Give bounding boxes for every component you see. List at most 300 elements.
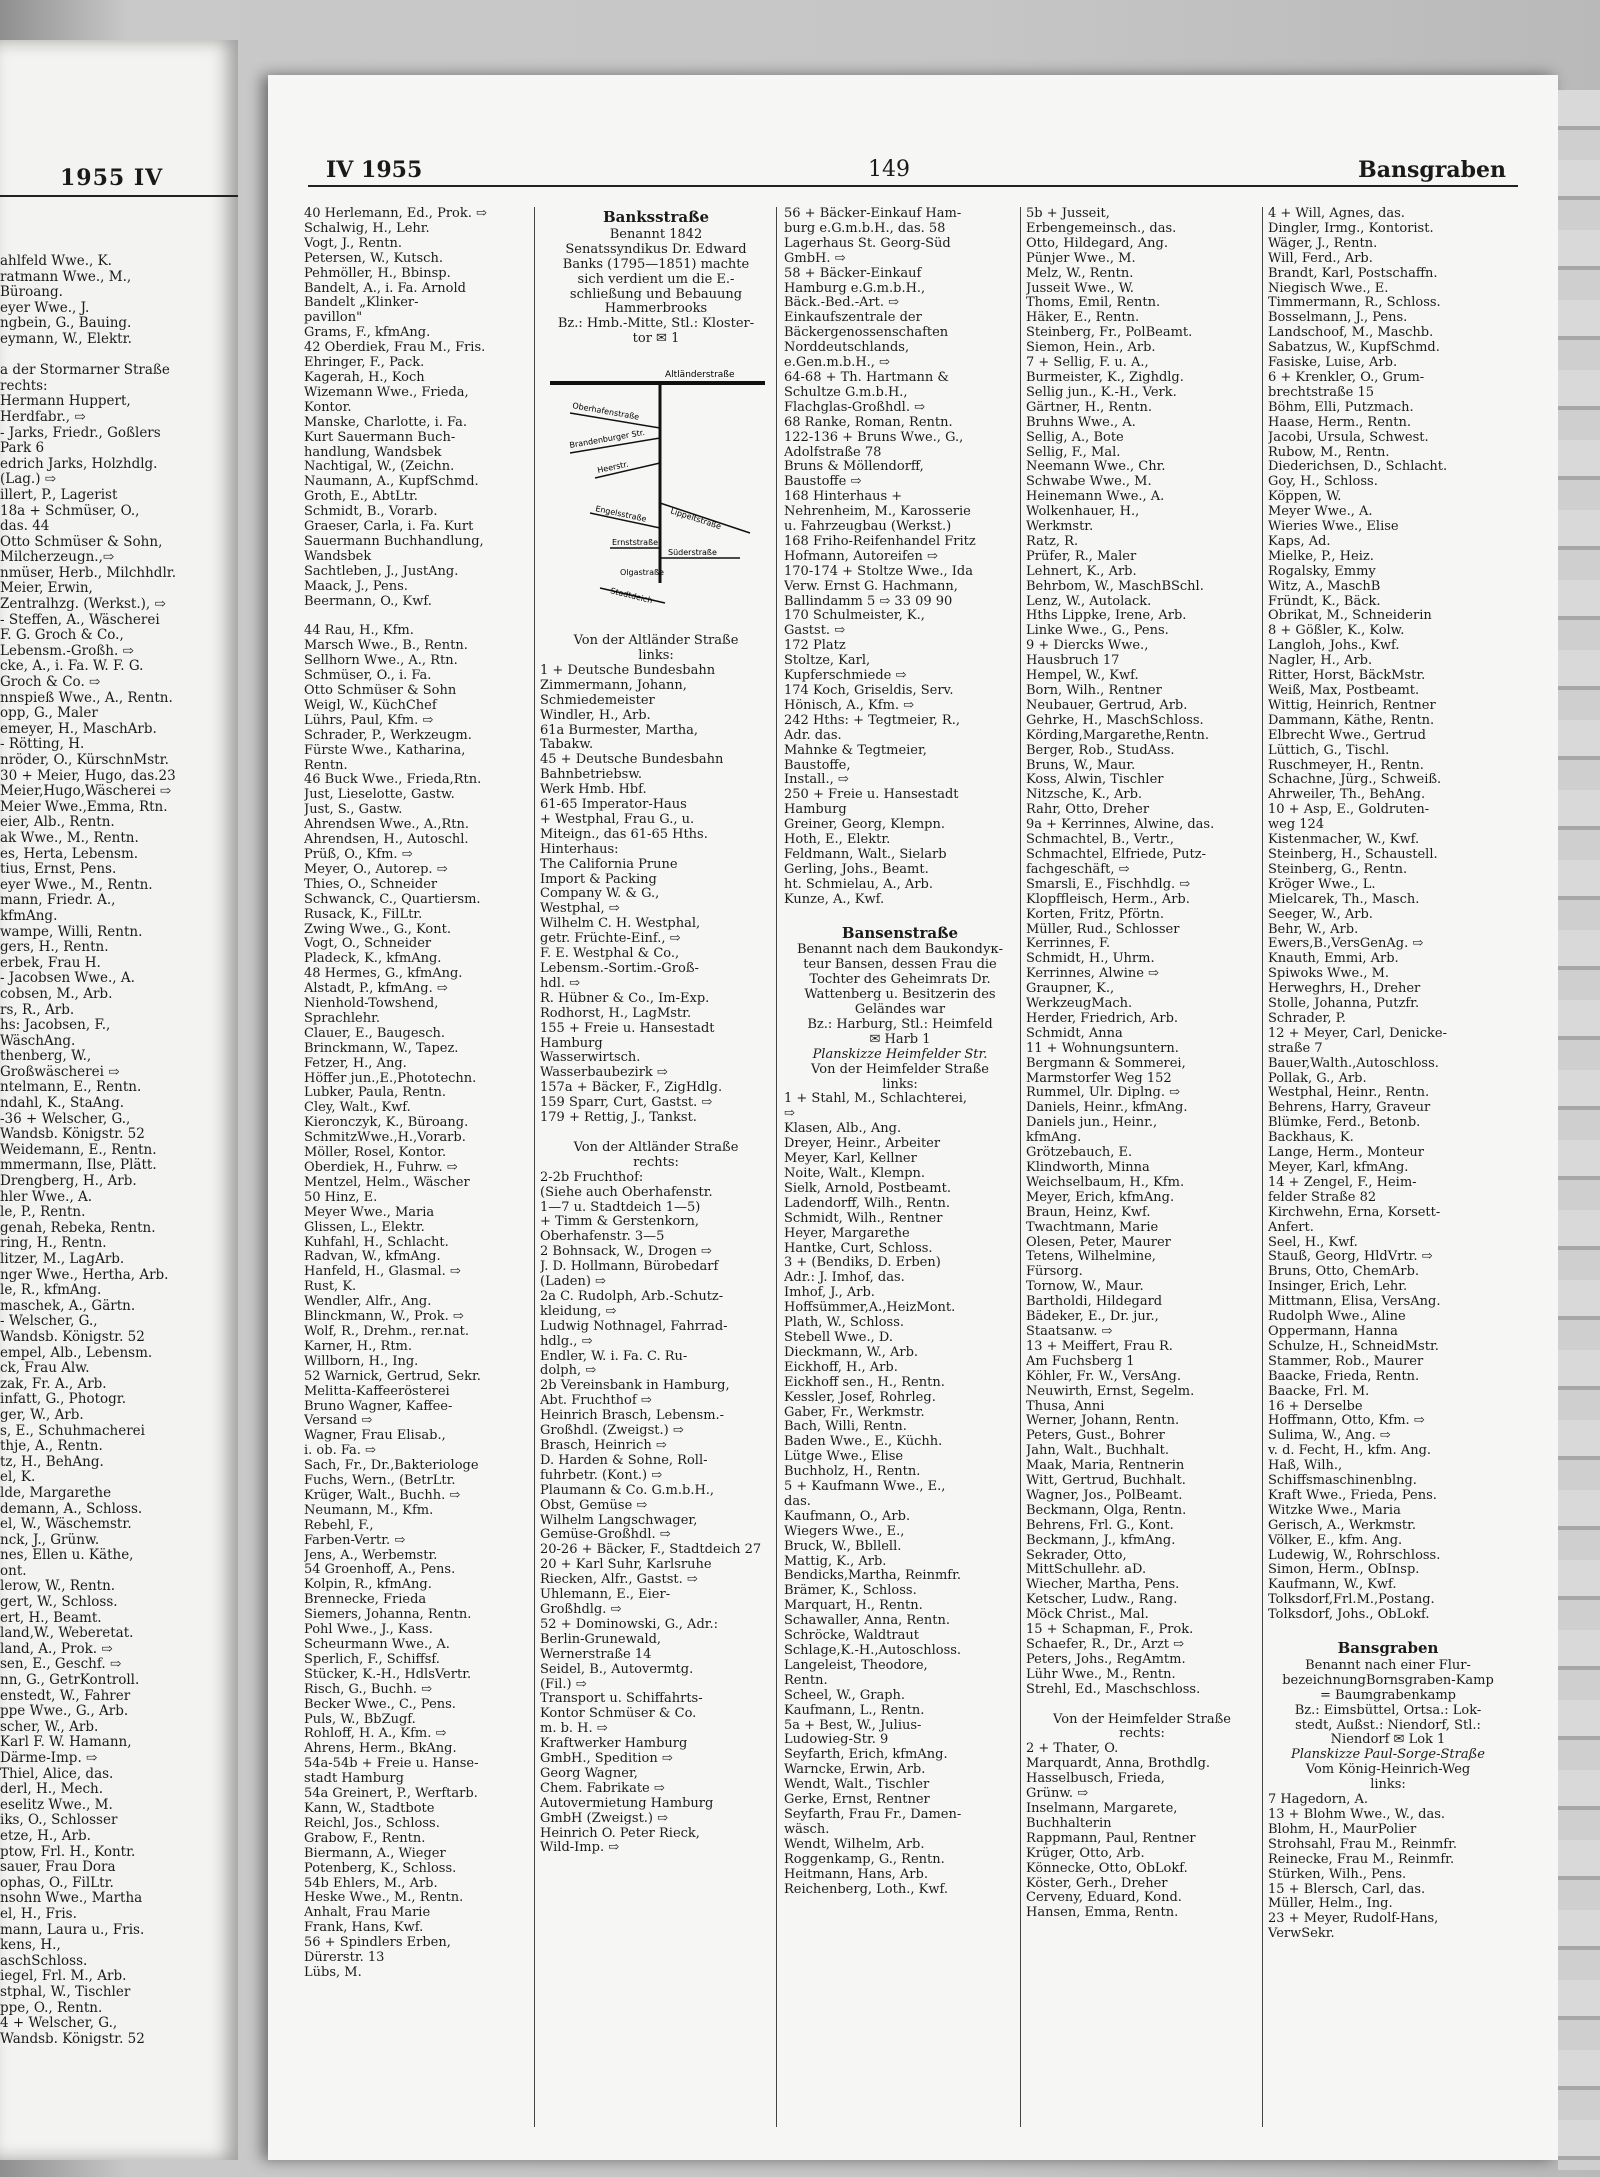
- street-entries: [540, 634, 772, 1856]
- directory-entry: = Baumgrabenkamp: [1320, 1688, 1456, 1703]
- directory-entry: Pladeck, K., kfmAng.: [304, 952, 442, 967]
- directory-entry: Schrader, P., Werkzeugm.: [304, 728, 472, 743]
- column-3: [784, 207, 1016, 2127]
- directory-entry: 4 + Will, Agnes, das.: [1268, 207, 1405, 221]
- directory-entry: [1026, 1698, 1258, 1713]
- directory-entry: Wittig, Heinrich, Rentner: [1268, 698, 1436, 713]
- directory-entry: 58 + Bäcker-Einkauf: [784, 266, 922, 281]
- directory-entry: Sabatzus, W., KupfSchmd.: [1268, 341, 1440, 356]
- directory-entry: Schrader, P.: [1268, 1011, 1346, 1026]
- directory-entry: Feldmann, Walt., Sielarb: [784, 847, 947, 862]
- directory-entry: Planskizze Paul-Sorge-Straße: [1291, 1748, 1485, 1763]
- directory-entry: Siemers, Johanna, Rentn.: [304, 1608, 472, 1623]
- directory-entry: Hths Lippke, Irene, Arb.: [1026, 609, 1187, 624]
- directory-entry: Buchhalterin: [1026, 1816, 1112, 1831]
- directory-entry: 48 Hermes, G., kfmAng.: [304, 967, 463, 982]
- directory-entry: Meier, Erwin,: [0, 581, 93, 597]
- directory-entry: emeyer, H., MaschArb.: [0, 721, 157, 737]
- directory-entry: Schmachtel, B., Vertr.,: [1026, 833, 1174, 848]
- directory-entry: Vogt, O., Schneider: [304, 937, 432, 952]
- directory-entry: lerow, W., Rentn.: [0, 1579, 116, 1595]
- directory-entry: Zentralhzg. (Werkst.), ⇨: [0, 597, 166, 613]
- directory-entry: Grünw. ⇨: [1026, 1787, 1089, 1802]
- directory-entry: felder Straße 82: [1268, 1190, 1377, 1205]
- directory-entry: mann, Friedr. A.,: [0, 893, 116, 909]
- directory-entry: Gärtner, H., Rentn.: [1026, 400, 1153, 415]
- directory-entry: Mahnke & Tegtmeier,: [784, 743, 927, 758]
- directory-entry: Brasch, Heinrich ⇨: [540, 1439, 667, 1453]
- directory-entry: 42 Oberdiek, Frau M., Fris.: [304, 341, 486, 356]
- directory-entry: Transport u. Schiffahrts-: [540, 1692, 703, 1707]
- directory-entry: MittSchullehr. aD.: [1026, 1563, 1147, 1578]
- directory-entry: Georg Wagner,: [540, 1766, 638, 1781]
- directory-entry: Brinckmann, W., Tapez.: [304, 1041, 459, 1056]
- directory-entry: 15 + Blersch, Carl, das.: [1268, 1882, 1426, 1897]
- directory-entry: Rummel, Ulr. Diplng. ⇨: [1026, 1086, 1181, 1101]
- directory-entry: rechts:: [1119, 1727, 1165, 1742]
- directory-entry: Kagerah, H., Koch: [304, 370, 425, 385]
- directory-entry: Lühr Wwe., M., Rentn.: [1026, 1667, 1176, 1682]
- directory-entry: le, R., kfmAng.: [0, 1283, 102, 1299]
- directory-entry: ngbein, G., Bauing.: [0, 316, 132, 332]
- directory-entry: Wasserwirtsch.: [540, 1051, 641, 1066]
- directory-entry: Hoffsümmer,A.,HeizMont.: [784, 1301, 956, 1316]
- directory-entry: Puls, W., BbZugf.: [304, 1712, 416, 1727]
- directory-entry: Timmermann, R., Schloss.: [1268, 296, 1441, 311]
- directory-entry: Flachglas-Großhdl. ⇨: [784, 400, 925, 415]
- directory-entry: Bz.: Eimsbüttel, Ortsa.: Lok-: [1294, 1703, 1482, 1718]
- directory-entry: Prüß, O., Kfm. ⇨: [304, 847, 413, 862]
- directory-entry: tor ✉ 1: [632, 332, 680, 347]
- directory-entry: Otto Schmüser & Sohn,: [0, 534, 163, 550]
- directory-entry: Höffer jun.,E.,Phototechn.: [304, 1071, 477, 1086]
- directory-entry: Nitzsche, K., Arb.: [1026, 788, 1143, 803]
- directory-entry: Häker, E., Rentn.: [1026, 311, 1140, 326]
- directory-entry: Bruns, Otto, ChemArb.: [1268, 1265, 1420, 1280]
- directory-entry: Schwanck, C., Quartiersm.: [304, 892, 481, 907]
- directory-entry: Baustoffe ⇨: [784, 475, 862, 490]
- directory-entry: eier, Alb., Rentn.: [0, 815, 115, 831]
- directory-entry: pavillon": [304, 311, 363, 326]
- directory-entry: Reichl, Jos., Schloss.: [304, 1816, 440, 1831]
- directory-entry: Behr, W., Arb.: [1268, 922, 1359, 937]
- directory-entry: Sulima, W., Ang. ⇨: [1268, 1429, 1391, 1444]
- directory-entry: 40 Herlemann, Ed., Prok. ⇨: [304, 207, 487, 221]
- directory-entry: Büroang.: [0, 285, 63, 301]
- directory-entry: Grötzebauch, E.: [1026, 1146, 1133, 1161]
- column-divider: [1262, 207, 1263, 2127]
- directory-entry: Will, Ferd., Arb.: [1268, 251, 1373, 266]
- directory-entry: tz, H., BehAng.: [0, 1454, 104, 1470]
- directory-entry: Park 6: [0, 441, 45, 457]
- directory-entry: cke, A., i. Fa. W. F. G.: [0, 659, 144, 675]
- directory-entry: Schmidt, Wilh., Rentner: [784, 1211, 943, 1226]
- directory-entry: Jacobi, Ursula, Schwest.: [1268, 430, 1429, 445]
- directory-entry: Seeger, W., Arb.: [1268, 907, 1373, 922]
- sketch-label: Heerstr.: [596, 459, 630, 476]
- directory-entry: Bruns & Möllendorff,: [784, 460, 924, 475]
- directory-entry: Sach, Fr., Dr.,Bakteriologe: [304, 1459, 479, 1474]
- directory-entry: SchmitzWwe.,H.,Vorarb.: [304, 1131, 466, 1146]
- directory-entry: Wandsbek: [304, 549, 372, 564]
- directory-entry: Prüfer, R., Maler: [1026, 549, 1137, 564]
- directory-entry: Stammer, Rob., Maurer: [1268, 1354, 1424, 1369]
- directory-entry: Scheurmann Wwe., A.: [304, 1638, 450, 1652]
- directory-entry: (Laden) ⇨: [540, 1275, 606, 1290]
- directory-entry: Ballindamm 5 ⇨ 33 09 90: [784, 594, 953, 609]
- directory-entry: tius, Ernst, Pens.: [0, 862, 117, 878]
- directory-entry: Neemann Wwe., Chr.: [1026, 460, 1166, 475]
- directory-entry: 18a + Schmüser, O.,: [0, 503, 140, 519]
- directory-entry: Wendler, Alfr., Ang.: [304, 1295, 432, 1310]
- directory-entry: 52 Warnick, Gertrud, Sekr.: [304, 1369, 481, 1384]
- directory-entry: Jens, A., Werbemstr.: [304, 1548, 438, 1563]
- directory-entry: Wilhelm Langschwager,: [540, 1513, 698, 1528]
- directory-entry: Gastst. ⇨: [784, 624, 846, 639]
- directory-entry: Müller, Helm., Ing.: [1268, 1897, 1393, 1912]
- directory-entry: + Westphal, Frau G., u.: [540, 812, 695, 827]
- directory-entry: Thoms, Emil, Rentn.: [1026, 296, 1161, 311]
- directory-entry: Sekrader, Otto,: [1026, 1548, 1127, 1563]
- directory-entry: Wäger, J., Rentn.: [1268, 236, 1378, 251]
- directory-entry: Ratz, R.: [1026, 534, 1079, 549]
- directory-entry: Goy, H., Schloss.: [1268, 475, 1378, 490]
- directory-entry: Scheel, W., Graph.: [784, 1688, 906, 1703]
- directory-entry: Marmstorfer Weg 152: [1026, 1071, 1172, 1086]
- directory-entry: nmüser, Herb., Milchhdlr.: [0, 565, 177, 581]
- directory-entry: sen, E., Geschf. ⇨: [0, 1657, 122, 1673]
- directory-entry: Fürsorg.: [1026, 1265, 1083, 1280]
- sketch-label: Brandenburger Str.: [568, 428, 646, 451]
- directory-entry: fuhrbetr. (Kont.) ⇨: [540, 1468, 663, 1483]
- directory-entry: nger Wwe., Hertha, Arb.: [0, 1267, 169, 1283]
- directory-entry: Hönisch, A., Kfm. ⇨: [784, 698, 915, 713]
- directory-entry: Sachtleben, J., JustAng.: [304, 564, 459, 579]
- directory-entry: Von der Heimfelder Straße: [1053, 1712, 1231, 1727]
- directory-entry: Am Fuchsberg 1: [1026, 1354, 1135, 1369]
- directory-entry: - Jacobsen Wwe., A.: [0, 971, 135, 987]
- directory-entry: Autovermietung Hamburg: [540, 1796, 714, 1811]
- directory-entry: Abt. Fruchthof ⇨: [540, 1394, 652, 1409]
- directory-entry: Ahrendsen Wwe., A.,Rtn.: [304, 818, 469, 833]
- directory-entry: Adr.: J. Imhof, das.: [784, 1271, 905, 1286]
- column-2: [540, 207, 772, 2127]
- directory-entry: handlung, Wandsbek: [304, 445, 442, 460]
- directory-entry: Blümke, Ferd., Betonb.: [1268, 1116, 1421, 1131]
- directory-entry: Heinrich O. Peter Rieck,: [540, 1826, 700, 1841]
- directory-entry: Company W. & G.,: [540, 887, 660, 902]
- directory-entry: Neumann, M., Kfm.: [304, 1503, 434, 1518]
- directory-entry: Klopffleisch, Herm., Arb.: [1026, 892, 1190, 907]
- header-rule: [0, 195, 238, 197]
- directory-entry: hs: Jacobsen, F.,: [0, 1018, 111, 1034]
- directory-entry: Sprachlehr.: [304, 1011, 380, 1026]
- directory-entry: Kirchwehn, Erna, Korsett-: [1268, 1205, 1441, 1220]
- directory-entry: 13 + Blohm Wwe., W., das.: [1268, 1807, 1446, 1822]
- directory-entry: Schmachtel, Elfriede, Putz-: [1026, 847, 1207, 862]
- directory-entry: eyer Wwe., J.: [0, 300, 90, 316]
- directory-entry: Wizemann Wwe., Frieda,: [304, 385, 469, 400]
- directory-entry: Könnecke, Otto, ObLokf.: [1026, 1861, 1188, 1876]
- directory-entry: Werner, Johann, Rentn.: [1026, 1414, 1180, 1429]
- street-heading: Bansgraben: [1337, 1641, 1439, 1656]
- page-number: 149: [868, 157, 910, 182]
- directory-entry: Linke Wwe., G., Pens.: [1026, 624, 1169, 639]
- directory-entry: 2a C. Rudolph, Arb.-Schutz-: [540, 1289, 724, 1304]
- directory-entry: Wendt, Walt., Tischler: [784, 1778, 930, 1793]
- directory-entry: straße 7: [1268, 1041, 1323, 1056]
- directory-entry: Eickhoff, H., Arb.: [784, 1360, 898, 1375]
- directory-entry: Weidemann, E., Rentn.: [0, 1142, 157, 1158]
- directory-entry: 46 Buck Wwe., Frieda,Rtn.: [304, 773, 482, 788]
- directory-entry: Hofmann, Autoreifen ⇨: [784, 549, 938, 564]
- directory-entry: Möller, Rosel, Kontor.: [304, 1146, 447, 1161]
- directory-entry: Meyer Wwe., Maria: [304, 1205, 435, 1220]
- sketch-label: Stadtdeich: [609, 586, 654, 606]
- directory-entry: F. E. Westphal & Co.,: [540, 947, 680, 962]
- directory-entry: Langeleist, Theodore,: [784, 1658, 928, 1673]
- directory-entry: Knauth, Emmi, Arb.: [1268, 952, 1399, 967]
- right-page: [268, 75, 1558, 2160]
- directory-entry: Simon, Herm., ObInsp.: [1268, 1563, 1420, 1578]
- directory-entry: stphal, W., Tischler: [0, 1984, 131, 2000]
- directory-entry: 45 + Deutsche Bundesbahn: [540, 753, 724, 768]
- directory-entry: Thusa, Anni: [1026, 1399, 1105, 1414]
- directory-entry: Daniels, Heinr., kfmAng.: [1026, 1101, 1188, 1116]
- directory-entry: Bartholdi, Hildegard: [1026, 1295, 1163, 1310]
- directory-entry: Kaufmann, O., Arb.: [784, 1509, 911, 1524]
- directory-entry: Schultze G.m.b.H.,: [784, 385, 908, 400]
- directory-entry: - Jarks, Friedr., Goßlers: [0, 425, 161, 441]
- directory-entry: - Rötting, H.: [0, 737, 85, 753]
- directory-entry: es, Herta, Lebensm.: [0, 846, 139, 862]
- sketch-label: Oberhafenstraße: [571, 401, 640, 422]
- directory-entry: ratmann Wwe., M.,: [0, 269, 132, 285]
- directory-entry: litzer, M., LagArb.: [0, 1252, 125, 1267]
- column-4: [1026, 207, 1258, 2127]
- directory-entry: Wandsb. Königstr. 52: [0, 2031, 145, 2047]
- directory-entry: Becker Wwe., C., Pens.: [304, 1697, 456, 1712]
- directory-entry: Wattenberg u. Besitzerin des: [804, 988, 996, 1003]
- directory-entry: 179 + Rettig, J., Tankst.: [540, 1111, 697, 1126]
- directory-entry: links:: [882, 1077, 918, 1092]
- directory-entry: Strohsahl, Frau M., Reinmfr.: [1268, 1837, 1458, 1852]
- directory-entry: erbek, Frau H.: [0, 955, 101, 971]
- directory-entry: Meyer, Erich, kfmAng.: [1026, 1190, 1175, 1205]
- directory-entry: Seidel, B., Autovermtg.: [540, 1662, 694, 1677]
- directory-entry: ring, H., Rentn.: [0, 1236, 107, 1252]
- directory-entry: Weiß, Max, Postbeamt.: [1268, 684, 1420, 698]
- directory-entry: Bahnbetriebsw.: [540, 768, 643, 783]
- directory-entry: stedt, Außst.: Niendorf, Stl.:: [1295, 1718, 1481, 1733]
- directory-entry: Kerrinnes, Alwine ⇨: [1026, 967, 1159, 982]
- directory-entry: Lagerhaus St. Georg-Süd: [784, 236, 951, 251]
- directory-entry: Marquart, H., Rentn.: [784, 1599, 923, 1614]
- directory-entry: stadt Hamburg: [304, 1772, 404, 1787]
- directory-entry: Graupner, K.,: [1026, 982, 1115, 997]
- directory-entry: Kerrinnes, F.: [1026, 937, 1111, 952]
- directory-entry: Korten, Fritz, Pförtn.: [1026, 907, 1165, 922]
- directory-entry: (Lag.) ⇨: [0, 472, 57, 488]
- directory-entry: opp, G., Maler: [0, 706, 98, 722]
- directory-entry: Gehrke, H., MaschSchloss.: [1026, 713, 1204, 728]
- directory-entry: ppe Wwe., G., Arb.: [0, 1704, 129, 1720]
- directory-entry: Brandt, Karl, Postschaffn.: [1268, 266, 1438, 281]
- directory-entry: Bädeker, E., Dr. jur.,: [1026, 1310, 1159, 1325]
- header-right: Bansgraben: [1358, 157, 1506, 183]
- directory-entry: Tochter des Geheimrats Dr.: [809, 973, 991, 988]
- directory-entry: scher, W., Arb.: [0, 1719, 99, 1735]
- directory-entry: wäsch.: [784, 1822, 830, 1837]
- directory-entry: Dammann, Käthe, Rentn.: [1268, 713, 1435, 728]
- left-page-column: [0, 254, 236, 2047]
- directory-entry: VerwSekr.: [1268, 1927, 1335, 1942]
- directory-entry: Fürste Wwe., Katharina,: [304, 743, 466, 758]
- directory-entry: Lührs, Paul, Kfm. ⇨: [304, 713, 434, 728]
- sketch-label: Ernststraße: [612, 538, 659, 548]
- directory-entry: Thies, O., Schneider: [304, 877, 438, 892]
- directory-entry: Mielke, P., Heiz.: [1268, 549, 1374, 564]
- directory-entry: Rentn.: [784, 1673, 828, 1688]
- directory-entry: Sellig jun., K.-H., Verk.: [1026, 385, 1177, 400]
- directory-entry: Fetzer, H., Ang.: [304, 1056, 407, 1071]
- directory-entry: i. ob. Fa. ⇨: [304, 1444, 376, 1459]
- directory-entry: nnspieß Wwe., A., Rentn.: [0, 690, 173, 706]
- directory-entry: Lübs, M.: [304, 1965, 362, 1980]
- directory-entry: Mattig, K., Arb.: [784, 1554, 887, 1569]
- directory-entry: Planskizze Heimfelder Str.: [812, 1047, 988, 1062]
- directory-entry: Berger, Rob., StudAss.: [1026, 743, 1175, 758]
- directory-entry: enstedt, W., Fahrer: [0, 1688, 131, 1704]
- directory-entry: Kolpin, R., kfmAng.: [304, 1578, 432, 1593]
- directory-entry: Ludowieg-Str. 9: [784, 1733, 889, 1748]
- directory-entry: Gemüse-Großhdl. ⇨: [540, 1528, 671, 1543]
- directory-entry: Braun, Heinz, Kwf.: [1026, 1205, 1151, 1220]
- directory-entry: 50 Hinz, E.: [304, 1190, 378, 1205]
- directory-entry: Sauermann Buchhandlung,: [304, 534, 484, 549]
- directory-entry: 168 Friho-Reifenhandel Fritz: [784, 534, 976, 549]
- directory-entry: Verw. Ernst G. Hachmann,: [784, 579, 958, 594]
- directory-entry: Cerveny, Eduard, Kond.: [1026, 1891, 1182, 1906]
- directory-entry: Großhdlg. ⇨: [540, 1602, 622, 1617]
- directory-entry: nck, J., Grünw.: [0, 1532, 100, 1548]
- directory-entry: Diederichsen, D., Schlacht.: [1268, 460, 1448, 475]
- directory-entry: das. 44: [0, 519, 50, 535]
- directory-entry: Dreyer, Heinr., Arbeiter: [784, 1137, 941, 1152]
- directory-entry: Heske Wwe., M., Rentn.: [304, 1891, 464, 1906]
- directory-entry: 61a Burmester, Martha,: [540, 723, 698, 738]
- directory-entry: 157a + Bäcker, F., ZigHdlg.: [540, 1081, 723, 1096]
- page-header: [268, 157, 1558, 187]
- directory-entry: Rappmann, Paul, Rentner: [1026, 1831, 1196, 1846]
- directory-entry: m. b. H. ⇨: [540, 1722, 608, 1737]
- directory-entry: The California Prune: [540, 857, 678, 872]
- directory-entry: nsohn Wwe., Martha: [0, 1891, 143, 1907]
- directory-entry: Vom König-Heinrich-Weg: [1305, 1763, 1471, 1778]
- directory-entry: Dürerstr. 13: [304, 1951, 385, 1966]
- directory-entry: Wandsb. Königstr. 52: [0, 1127, 145, 1143]
- directory-entry: 15 + Schapman, F., Prok.: [1026, 1623, 1194, 1638]
- directory-entry: Grams, F., kfmAng.: [304, 326, 431, 341]
- directory-entry: 2b Vereinsbank in Hamburg,: [540, 1379, 730, 1394]
- directory-entry: Glissen, L., Elektr.: [304, 1220, 425, 1235]
- directory-entry: Zwing Wwe., G., Kont.: [304, 922, 451, 937]
- directory-entry: Pohl Wwe., J., Kass.: [304, 1623, 433, 1638]
- directory-entry: Meyer, O., Autorep. ⇨: [304, 862, 448, 877]
- directory-entry: 242 Hths: + Tegtmeier, R.,: [784, 713, 960, 728]
- directory-entry: 9a + Kerrinnes, Alwine, das.: [1026, 818, 1215, 833]
- directory-entry: Backhaus, K.: [1268, 1131, 1354, 1146]
- directory-entry: el, K.: [0, 1470, 36, 1486]
- directory-entry: 20 + Karl Suhr, Karlsruhe: [540, 1558, 712, 1573]
- directory-entry: etze, H., Arb.: [0, 1828, 91, 1844]
- directory-entry: Rudolph Wwe., Aline: [1268, 1310, 1406, 1325]
- directory-entry: Jusseit Wwe., W.: [1026, 281, 1134, 296]
- directory-entry: 174 Koch, Griseldis, Serv.: [784, 684, 954, 698]
- directory-entry: Pünjer Wwe., M.: [1026, 251, 1136, 266]
- directory-entry: Inselmann, Margarete,: [1026, 1801, 1178, 1816]
- directory-entry: Otto, Hildegard, Ang.: [1026, 236, 1168, 251]
- directory-entry: Plaumann & Co. G.m.b.H.,: [540, 1483, 715, 1498]
- directory-entry: Ewers,B.,VersGenAg. ⇨: [1268, 937, 1424, 952]
- directory-entry: 56 + Bäcker-Einkauf Ham-: [784, 207, 962, 221]
- directory-entry: Kurt Sauermann Buch-: [304, 430, 456, 445]
- sketch-label: Olgastraße: [620, 568, 664, 578]
- directory-entry: fachgeschäft, ⇨: [1026, 862, 1130, 877]
- directory-entry: Schachne, Jürg., Schweiß.: [1268, 773, 1442, 788]
- directory-entry: thje, A., Rentn.: [0, 1439, 103, 1455]
- directory-entry: Risch, G., Buchh. ⇨: [304, 1682, 432, 1697]
- directory-entry: el, H., Fris.: [0, 1906, 77, 1922]
- directory-entry: Norddeutschlands,: [784, 341, 910, 356]
- directory-entry: Hansen, Emma, Rentn.: [1026, 1906, 1179, 1921]
- directory-entry: Gerke, Ernst, Rentner: [784, 1793, 930, 1808]
- directory-entry: Schaefer, R., Dr., Arzt ⇨: [1026, 1638, 1185, 1652]
- directory-entry: Heyer, Margarethe: [784, 1226, 910, 1241]
- directory-entry: Maak, Maria, Rentnerin: [1026, 1459, 1185, 1474]
- directory-entry: mann, Laura u., Fris.: [0, 1922, 145, 1938]
- directory-entry: Oppermann, Hanna: [1268, 1324, 1398, 1339]
- directory-entry: Stebell Wwe., D.: [784, 1330, 893, 1345]
- directory-entry: Bosselmann, J., Pens.: [1268, 311, 1408, 326]
- directory-entry: lde, Margarethe: [0, 1485, 112, 1501]
- directory-entry: Blohm, H., MaurPolier: [1268, 1822, 1417, 1837]
- directory-entry: el, W., Wäschemstr.: [0, 1517, 132, 1533]
- directory-entry: ont.: [0, 1563, 27, 1579]
- directory-entry: 2 Bohnsack, W., Drogen ⇨: [540, 1245, 712, 1260]
- directory-entry: Just, Lieselotte, Gastw.: [304, 788, 455, 803]
- directory-entry: Meyer Wwe., A.: [1268, 505, 1373, 520]
- directory-entry: 170-174 + Stoltze Wwe., Ida: [784, 564, 973, 579]
- directory-entry: Gaber, Fr., Werkmstr.: [784, 1405, 925, 1420]
- directory-entry: Hermann Huppert,: [0, 394, 131, 410]
- directory-entry: ahlfeld Wwe., K.: [0, 254, 112, 269]
- directory-entry: Pollak, G., Arb.: [1268, 1071, 1367, 1086]
- directory-entry: Adolfstraße 78: [784, 445, 882, 460]
- directory-entry: 2-2b Fruchthof:: [540, 1170, 644, 1185]
- directory-entry: 54b Ehlers, M., Arb.: [304, 1876, 438, 1891]
- directory-entry: 44 Rau, H., Kfm.: [304, 624, 414, 639]
- directory-entry: (Siehe auch Oberhafenstr.: [540, 1185, 713, 1200]
- left-page-header: 1955 IV: [60, 165, 164, 191]
- directory-entry: Oberdiek, H., Fuhrw. ⇨: [304, 1161, 458, 1175]
- directory-entry: Meier,Hugo,Wäscherei ⇨: [0, 784, 172, 800]
- directory-entry: Tetens, Wilhelmine,: [1026, 1250, 1156, 1265]
- directory-entry: Wiegers Wwe., E.,: [784, 1524, 905, 1539]
- directory-entry: Baustoffe,: [784, 758, 851, 773]
- directory-entry: Staatsanw. ⇨: [1026, 1324, 1113, 1339]
- directory-entry: Ludwig Nothnagel, Fahrrad-: [540, 1319, 728, 1334]
